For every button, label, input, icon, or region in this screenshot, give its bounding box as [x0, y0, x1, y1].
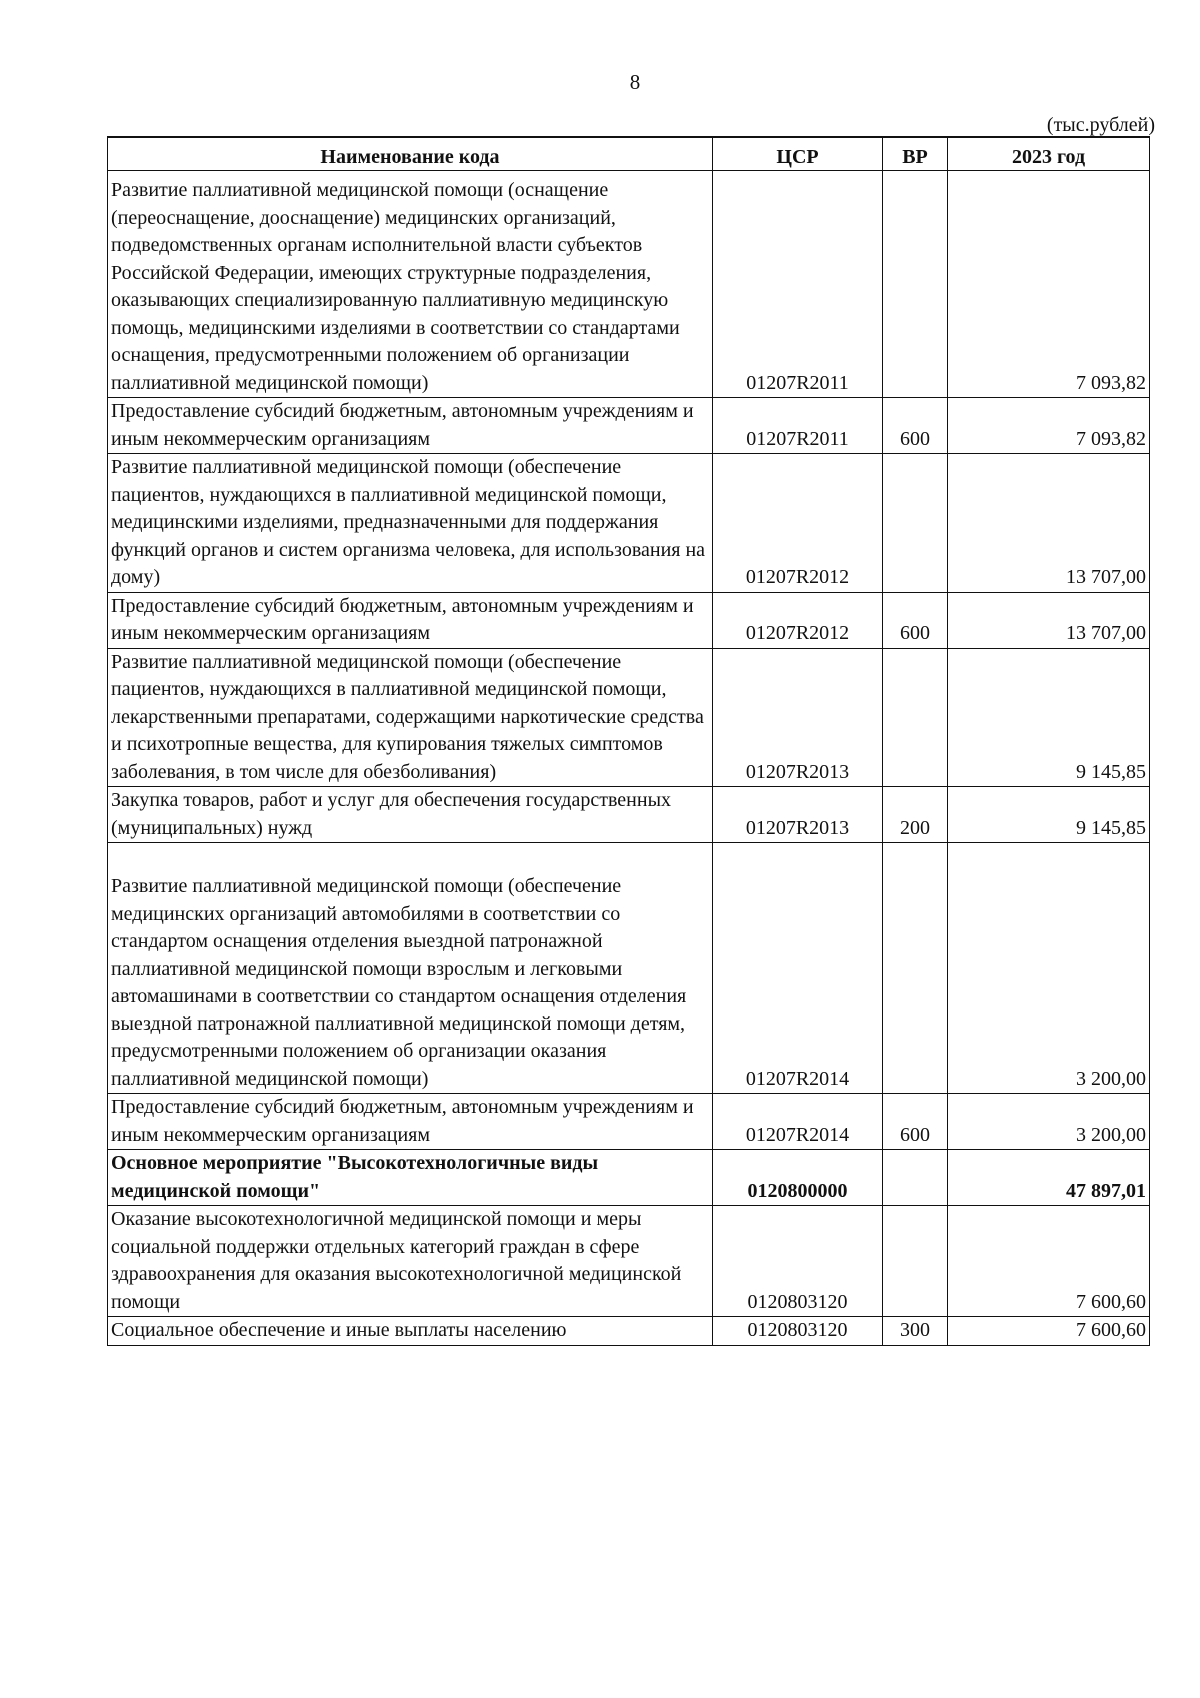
row-name: Предоставление субсидий бюджетным, автономным учреждениям и иным некоммерческим организациям — [108, 398, 713, 454]
row-sum: 7 600,60 — [948, 1206, 1150, 1317]
row-sum: 7 093,82 — [948, 171, 1150, 398]
row-name: Оказание высокотехнологичной медицинской помощи и меры социальной поддержки отдельных категорий граждан в сфере здравоохранения для оказания высокотехнологичной медицинской помощи — [108, 1206, 713, 1317]
table-row — [108, 648, 1150, 787]
row-sum: 7 600,60 — [948, 1317, 1150, 1346]
row-sum: 3 200,00 — [948, 1094, 1150, 1150]
row-csr: 0120803120 — [713, 1206, 883, 1317]
row-vr — [883, 171, 948, 398]
row-vr — [883, 843, 948, 1094]
row-vr — [883, 454, 948, 593]
row-name: Развитие паллиативной медицинской помощи (обеспечение медицинских организаций автомобилями в соответствии со стандартом оснащения отделения выездной патронажной паллиативной медицинской помощи взрослым и легковыми автомашинами в соответствии со стандартом оснащения отделения выездной патронажной паллиативной медицинской помощи детям, предусмотренными положением об организации оказания паллиативной медицинской помощи) — [108, 843, 713, 1094]
table-row — [108, 787, 1150, 843]
table-row — [108, 843, 1150, 1094]
row-vr: 200 — [883, 787, 948, 843]
units-label: (тыс.рублей) — [1046, 114, 1155, 136]
table-row — [108, 171, 1150, 398]
row-name: Закупка товаров, работ и услуг для обеспечения государственных (муниципальных) нужд — [108, 787, 713, 843]
row-vr — [883, 1206, 948, 1317]
row-vr: 600 — [883, 1094, 948, 1150]
row-sum: 13 707,00 — [948, 592, 1150, 648]
row-name: Развитие паллиативной медицинской помощи (обеспечение пациентов, нуждающихся в паллиативной медицинской помощи, медицинскими изделиями, предназначенными для поддержания функций органов и систем организма человека, для использования на дому) — [108, 454, 713, 593]
row-name: Основное мероприятие "Высокотехнологичные виды медицинской помощи" — [108, 1150, 713, 1206]
table-row — [108, 1206, 1150, 1317]
header-vr: ВР — [883, 137, 948, 171]
table-row — [108, 454, 1150, 593]
row-csr: 01207R2013 — [713, 787, 883, 843]
row-csr: 01207R2011 — [713, 398, 883, 454]
row-vr — [883, 1150, 948, 1206]
table-row — [108, 1094, 1150, 1150]
row-sum: 9 145,85 — [948, 648, 1150, 787]
row-sum: 3 200,00 — [948, 843, 1150, 1094]
row-name: Развитие паллиативной медицинской помощи (оснащение (переоснащение, дооснащение) медицинских организаций, подведомственных органам исполнительной власти субъектов Российской Федерации, имеющих структурные подразделения, оказывающих специализированную паллиативную медицинскую помощь, медицинскими изделиями в соответствии со стандартами оснащения, предусмотренными положением об организации паллиативной медицинской помощи) — [108, 171, 713, 398]
row-vr: 600 — [883, 592, 948, 648]
row-vr: 300 — [883, 1317, 948, 1346]
row-vr — [883, 648, 948, 787]
table-row — [108, 1150, 1150, 1206]
row-name: Предоставление субсидий бюджетным, автономным учреждениям и иным некоммерческим организациям — [108, 592, 713, 648]
page-number: 8 — [629, 70, 641, 94]
table-row — [108, 398, 1150, 454]
row-csr: 01207R2014 — [713, 1094, 883, 1150]
header-year: 2023 год — [948, 137, 1150, 171]
row-vr: 600 — [883, 398, 948, 454]
row-csr: 0120800000 — [713, 1150, 883, 1206]
row-csr: 01207R2013 — [713, 648, 883, 787]
row-sum: 7 093,82 — [948, 398, 1150, 454]
row-csr: 01207R2012 — [713, 454, 883, 593]
table-header-row — [108, 137, 1150, 171]
row-name: Предоставление субсидий бюджетным, автономным учреждениям и иным некоммерческим организациям — [108, 1094, 713, 1150]
row-csr: 01207R2012 — [713, 592, 883, 648]
row-sum: 9 145,85 — [948, 787, 1150, 843]
table-row — [108, 592, 1150, 648]
row-sum: 47 897,01 — [948, 1150, 1150, 1206]
header-name: Наименование кода — [108, 137, 713, 171]
row-sum: 13 707,00 — [948, 454, 1150, 593]
table-row — [108, 1317, 1150, 1346]
header-csr: ЦСР — [713, 137, 883, 171]
row-name: Развитие паллиативной медицинской помощи (обеспечение пациентов, нуждающихся в паллиативной медицинской помощи, лекарственными препаратами, содержащими наркотические средства и психотропные вещества, для купирования тяжелых симптомов заболевания, в том числе для обезболивания) — [108, 648, 713, 787]
row-csr: 01207R2011 — [713, 171, 883, 398]
row-csr: 01207R2014 — [713, 843, 883, 1094]
row-csr: 0120803120 — [713, 1317, 883, 1346]
row-name: Социальное обеспечение и иные выплаты населению — [108, 1317, 713, 1346]
budget-table — [107, 136, 1150, 1346]
